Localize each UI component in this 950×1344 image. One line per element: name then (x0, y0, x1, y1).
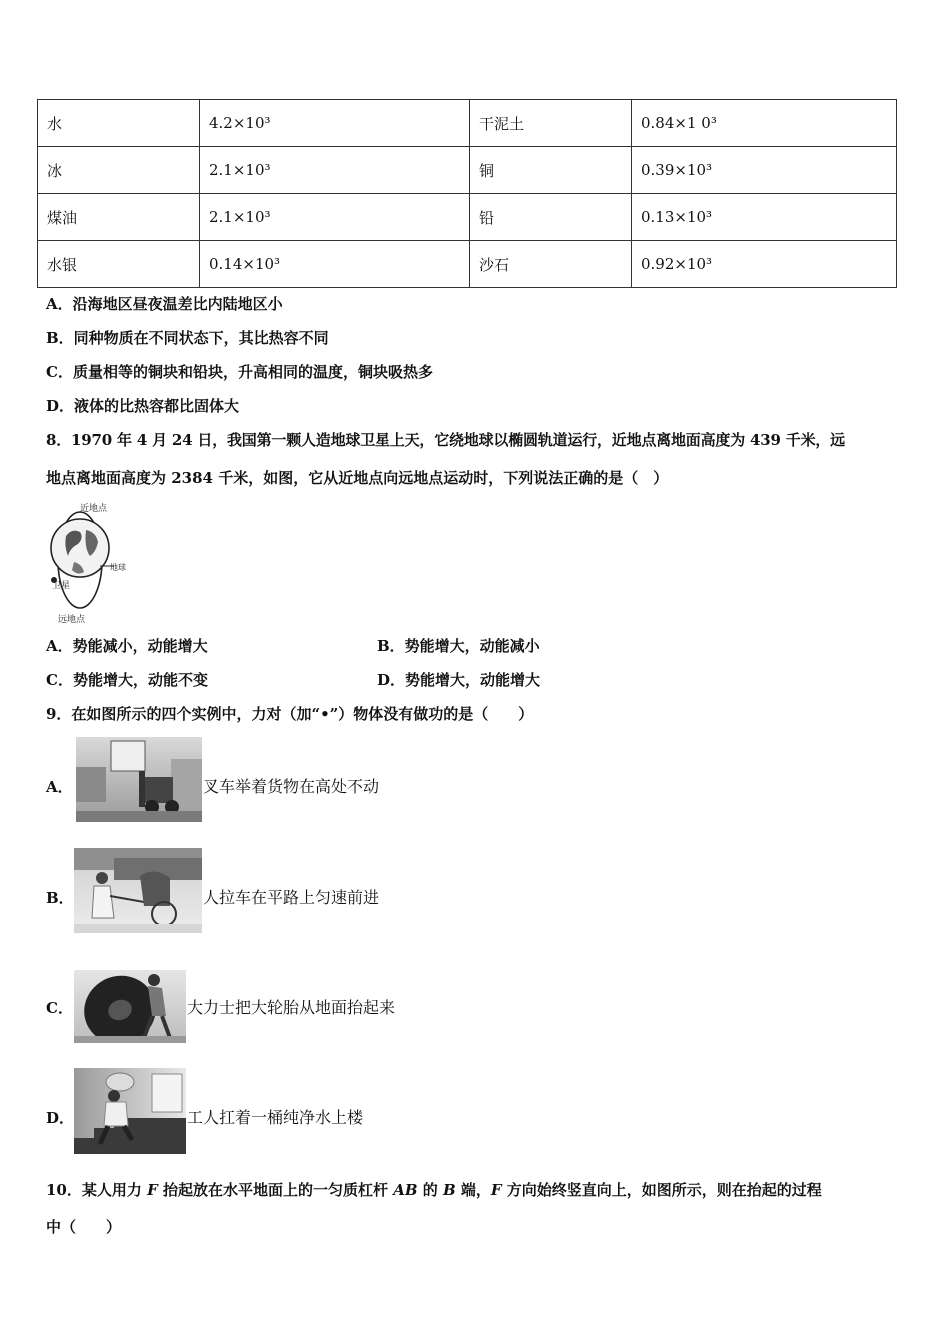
water-carrier-illustration (74, 1068, 186, 1154)
specific-heat-value: 0.13×10³ (632, 194, 897, 241)
worker-head (108, 1090, 120, 1102)
q7-option-c: C．质量相等的铜块和铅块，升高相同的温度，铜块吸热多 (46, 363, 433, 381)
q10-text: 端， (455, 1181, 491, 1199)
q10-text: 10．某人用力 (46, 1181, 148, 1199)
tire-flip-illustration (74, 970, 186, 1043)
material-name: 干泥土 (470, 100, 632, 147)
q7-option-d: D．液体的比热容都比固体大 (46, 397, 240, 415)
water-bucket (106, 1073, 134, 1091)
table-row (38, 241, 897, 288)
q7-option-a: A．沿海地区昼夜温差比内陆地区小 (46, 295, 283, 313)
earth-label: 地球 (110, 563, 126, 572)
forklift-illustration (76, 737, 202, 822)
perigee-label: 近地点 (80, 504, 108, 514)
apogee-label: 远地点 (58, 615, 86, 625)
q8-option-a: A．势能减小，动能增大 (46, 637, 208, 655)
specific-heat-value: 0.39×10³ (632, 147, 897, 194)
q8-stem-line1: 8．1970 年 4 月 24 日，我国第一颗人造地球卫星上天，它绕地球以椭圆轨道运行，近地点离地面高度为 439 千米，远 (46, 431, 845, 449)
cargo-box (111, 741, 145, 771)
q9-option-c-label: C． (46, 999, 73, 1017)
q8-option-c: C．势能增大，动能不变 (46, 671, 208, 689)
q9-option-b-text: 人拉车在平路上匀速前进 (203, 888, 380, 907)
lever-symbol: AB (393, 1181, 418, 1199)
specific-heat-value: 4.2×10³ (200, 100, 470, 147)
water-carrier-photo (74, 1068, 186, 1154)
q10-stem-line2: 中（ ） (46, 1218, 122, 1236)
specific-heat-value: 2.1×10³ (200, 147, 470, 194)
q9-option-c-text: 大力士把大轮胎从地面抬起来 (187, 998, 396, 1017)
q9-option-a-text: 叉车举着货物在高处不动 (203, 777, 380, 796)
satellite-label: 卫星 (52, 581, 71, 591)
material-name: 煤油 (38, 194, 200, 241)
q9-stem: 9．在如图所示的四个实例中，力对（加“•”）物体没有做功的是（ ） (46, 705, 534, 723)
q9-option-d-text: 工人扛着一桶纯净水上楼 (187, 1108, 364, 1127)
rickshaw-cart (140, 871, 170, 906)
q9-option-d-label: D． (46, 1109, 75, 1127)
specific-heat-table (37, 99, 897, 288)
rickshaw-photo (74, 848, 202, 933)
satellite-orbit-figure (44, 500, 144, 628)
material-name: 铜 (470, 147, 632, 194)
material-name: 铅 (470, 194, 632, 241)
q10-text: 方向始终竖直向上，如图所示，则在抬起的过程 (501, 1181, 822, 1199)
q10-text: 的 (417, 1181, 443, 1199)
q7-option-b: B．同种物质在不同状态下，其比热容不同 (46, 329, 329, 347)
puller-head (96, 872, 108, 884)
material-name: 水银 (38, 241, 200, 288)
q8-option-b: B．势能增大，动能减小 (377, 637, 540, 655)
specific-heat-value: 0.84×1 0³ (632, 100, 897, 147)
q8-stem-line2: 地点离地面高度为 2384 千米，如图，它从近地点向远地点运动时，下列说法正确的是（ ） (46, 469, 669, 487)
forklift-body (145, 777, 173, 803)
specific-heat-value: 0.14×10³ (200, 241, 470, 288)
orbit-diagram (44, 500, 144, 628)
rickshaw-illustration (74, 848, 202, 933)
table-row (38, 147, 897, 194)
q10-stem-line1 (46, 1180, 822, 1200)
table-row (38, 194, 897, 241)
strongman-head (148, 974, 160, 986)
q8-option-d: D．势能增大，动能增大 (377, 671, 541, 689)
force-symbol: F (147, 1181, 158, 1199)
tire-flip-photo (74, 970, 186, 1043)
force-symbol: F (490, 1181, 502, 1199)
specific-heat-value: 0.92×10³ (632, 241, 897, 288)
end-symbol: B (443, 1181, 456, 1199)
q9-option-b-label: B． (46, 889, 74, 907)
table-row (38, 100, 897, 147)
material-name: 冰 (38, 147, 200, 194)
material-name: 沙石 (470, 241, 632, 288)
q10-text: 抬起放在水平地面上的一匀质杠杆 (157, 1181, 394, 1199)
material-name: 水 (38, 100, 200, 147)
q9-option-a-label: A． (46, 778, 73, 796)
specific-heat-value: 2.1×10³ (200, 194, 470, 241)
forklift-photo (76, 737, 202, 822)
